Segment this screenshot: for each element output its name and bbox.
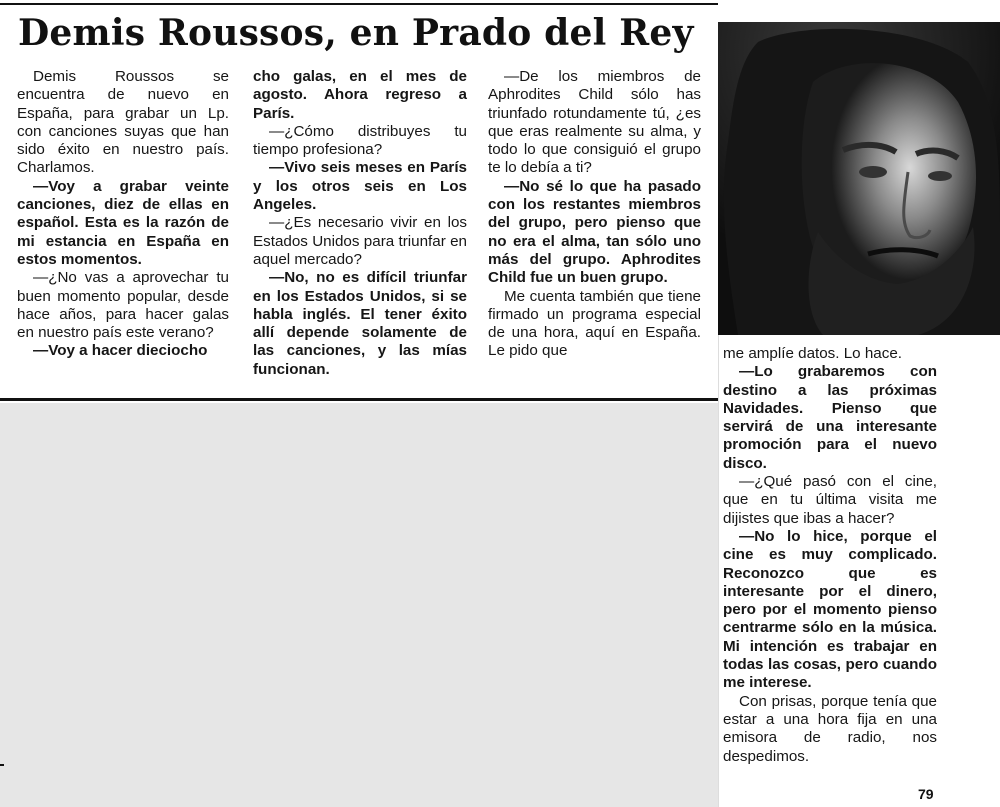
question-paragraph: —¿Es necesario vivir en los Estados Unidos para triunfar en aquel mercado?	[253, 214, 467, 268]
narration-paragraph: Me cuenta también que tiene firmado un programa especial de una hora, aquí en España. Le pido que	[488, 287, 701, 360]
top-rule	[0, 3, 718, 5]
portrait-illustration	[718, 22, 1000, 335]
closing-paragraph: Con prisas, porque tenía que estar a una hora fija en una emisora de radio, nos despedimos.	[723, 692, 937, 765]
answer-paragraph: —Voy a hacer dieciocho	[33, 342, 208, 360]
answer-paragraph: —Voy a grabar veinte canciones, diez de ellas en español. Esta es la razón de mi estancia en España en estos momentos.	[17, 177, 229, 268]
article-column-3	[488, 68, 701, 361]
margin-mark	[0, 764, 4, 766]
answer-paragraph: —Vivo seis meses en París y los otros seis en Los Angeles.	[253, 159, 467, 214]
portrait-photo	[718, 22, 1000, 335]
column-edge	[718, 335, 719, 807]
answer-paragraph: —No lo hice, porque el cine es muy complicado. Reconozco que es interesante por el dinero, pero por el momento pienso centrarme sólo en la música. Mi intención es trabajar en todas las cosas, pero cuando me interese.	[723, 527, 937, 692]
answer-paragraph: —No, no es difícil triunfar en los Estados Unidos, si se habla inglés. El tener éxito allí depende solamente de las canciones, y las mías funcionan.	[253, 269, 467, 378]
article-title: Demis Roussos, en Prado del Rey	[18, 12, 694, 54]
blank-page-area	[0, 403, 718, 807]
intro-paragraph: Demis Roussos se encuentra de nuevo en España, para grabar un Lp. con canciones suyas que han sido éxito en nuestro país. Charlamos.	[17, 68, 229, 177]
question-paragraph: —¿Cómo distribuyes tu tiempo profesiona?	[253, 122, 467, 159]
answer-continuation: cho galas, en el mes de agosto. Ahora regreso a París.	[253, 68, 467, 122]
article-column-4	[723, 345, 937, 766]
page-number: 79	[918, 786, 934, 802]
question-paragraph: —¿No vas a aprovechar tu buen momento popular, desde hace años, para hacer galas en nuestro país este verano?	[17, 269, 229, 342]
section-divider	[0, 398, 718, 401]
answer-paragraph: —No sé lo que ha pasado con los restantes miembros del grupo, pero pienso que no era el alma, tan sólo uno más del grupo. Aphrodites Child fue un buen grupo.	[488, 177, 701, 287]
article-column-1	[17, 68, 229, 361]
question-paragraph: —¿Qué pasó con el cine, que en tu última visita me dijistes que ibas a hacer?	[723, 473, 937, 527]
narration-continuation: me amplíe datos. Lo hace.	[723, 345, 902, 362]
article-column-2	[253, 68, 467, 379]
answer-paragraph: —Lo grabaremos con destino a las próximas Navidades. Pienso que servirá de una interesante promoción para el nuevo disco.	[723, 363, 937, 472]
question-paragraph: —De los miembros de Aphrodites Child sólo has triunfado rotundamente tú, ¿es que eras realmente su alma, y todo lo que consiguió el grupo te lo debía a ti?	[488, 68, 701, 177]
